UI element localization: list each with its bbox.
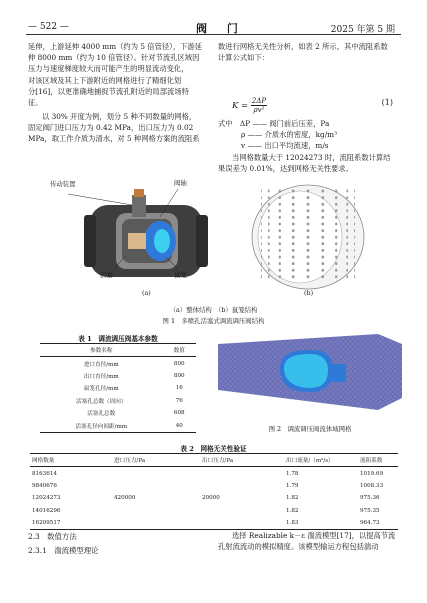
table-cell: 16 — [175, 385, 183, 392]
table-row — [40, 382, 196, 394]
cage-hole — [292, 203, 295, 206]
cage-hole — [335, 203, 337, 206]
cage-hole — [268, 275, 270, 278]
table-cell: 964.73 — [360, 520, 380, 527]
text-line: 分[16]，以更准确地捕捉节流孔附近的局部流场特 — [28, 86, 189, 96]
journal-issue: 2025 年第 5 期 — [330, 25, 395, 35]
cage-hole — [268, 196, 270, 199]
cage-hole — [335, 223, 337, 226]
text-line: 伸 8000 mm（约为 10 倍管径）。针对节流孔区域因 — [28, 53, 200, 63]
cage-hole — [321, 229, 324, 232]
cage-hole — [307, 229, 310, 232]
label-drive: 传动装置 — [50, 180, 76, 188]
cage-hole — [346, 196, 348, 199]
cage-hole — [346, 249, 348, 252]
table-cell: 16209517 — [32, 520, 61, 527]
cage-hole — [279, 223, 281, 226]
formula-definition: 式中 ΔP —— 阀门前后压差，Pa — [218, 119, 330, 128]
cage-hole — [292, 242, 295, 245]
table-cell: 1008.33 — [360, 482, 384, 489]
cage-hole — [261, 242, 262, 245]
figure-1-caption: 图 1 多喷孔活塞式调流调压阀结构 — [162, 317, 265, 325]
cage-hole — [268, 249, 270, 252]
cage-hole — [307, 209, 310, 212]
cage-hole — [307, 249, 310, 252]
cage-hole — [335, 190, 337, 193]
table-cell-outlet: 20000 — [202, 495, 220, 502]
cage-hole — [268, 216, 270, 219]
text-line: 计算公式如下： — [218, 53, 270, 63]
cage-hole — [307, 216, 310, 219]
cage-hole — [292, 216, 295, 219]
table-2-caption: 表 2 网格无关性验证 — [180, 445, 247, 453]
cage-hole — [307, 203, 310, 206]
cage-hole — [292, 229, 295, 232]
cage-hole — [321, 262, 324, 265]
label-cage: 鼠笼 — [174, 271, 187, 279]
cage-hole — [292, 190, 295, 193]
fluid-domain-mesh — [218, 334, 402, 420]
cage-hole — [292, 262, 295, 265]
cage-hole — [335, 209, 337, 212]
table-cell: 8163614 — [32, 470, 57, 477]
cage-hole — [268, 236, 270, 239]
cage-hole — [261, 269, 262, 272]
formula-denominator: ρv² — [253, 106, 265, 114]
table-row — [40, 407, 196, 419]
cage-hole — [321, 249, 324, 252]
cage-hole — [335, 216, 337, 219]
label-piston: 活塞 — [100, 271, 113, 279]
cage-hole — [346, 275, 348, 278]
cage-hole — [261, 236, 262, 239]
cage-hole — [292, 249, 295, 252]
cage-hole — [279, 256, 281, 259]
cage-hole — [279, 262, 281, 265]
cage-hole — [261, 275, 262, 278]
cage-hole — [335, 262, 337, 265]
table-1-caption: 表 1 调流调压阀基本参数 — [78, 335, 158, 343]
text-line: 孔射流流动的模拟精度。该模型输运方程包括湍动 — [218, 542, 379, 552]
table-cell: 9840676 — [32, 482, 57, 489]
cage-hole — [307, 275, 310, 278]
cage-hole — [321, 269, 324, 272]
right-paragraph-1 — [218, 41, 398, 63]
cage-hole — [292, 269, 295, 272]
cage-hole — [335, 256, 337, 259]
cage-hole — [354, 229, 355, 232]
table-cell: 1.79 — [286, 482, 299, 489]
table-header: 进口压力/Pa — [114, 458, 146, 465]
subfigure-a-label: (a) — [142, 289, 151, 297]
cage-hole — [321, 223, 324, 226]
cage-hole — [307, 269, 310, 272]
table-row — [30, 467, 398, 480]
text-line: 选择 Realizable k－ε 湍流模型[17]，以提高节流 — [232, 531, 396, 540]
cage-hole — [354, 249, 355, 252]
subsection-heading: 2.3.1 湍流模型理论 — [28, 546, 99, 555]
table-cell: 1.82 — [286, 507, 299, 514]
table-2 — [30, 453, 398, 530]
cage-hole — [279, 236, 281, 239]
cage-hole — [268, 269, 270, 272]
right-paragraph-2 — [218, 152, 398, 174]
table-cell: 1.78 — [286, 470, 299, 477]
cage-hole — [346, 203, 348, 206]
cage-hole — [292, 256, 295, 259]
text-line: MPa，取工作介质为清水，对 5 种网格方案的流阻系 — [28, 134, 200, 144]
cage-hole — [354, 190, 355, 193]
cage-hole — [346, 216, 348, 219]
cage-hole — [261, 196, 262, 199]
cage-hole — [346, 236, 348, 239]
journal-title: 阀 门 — [196, 22, 246, 35]
table-1 — [40, 343, 196, 433]
section-heading: 2.3 数值方法 — [28, 532, 77, 541]
cage-hole — [307, 236, 310, 239]
cage-hole — [292, 275, 295, 278]
cage-hole — [335, 242, 337, 245]
cage-hole — [307, 223, 310, 226]
table-cell: 活塞孔总数 — [87, 411, 116, 418]
cage-hole — [268, 209, 270, 212]
table-cell: 76 — [175, 397, 183, 404]
cage-hole — [354, 203, 355, 206]
formula-1 — [232, 97, 267, 114]
header-rule — [26, 34, 401, 35]
cage-hole — [354, 269, 355, 272]
table-cell: 出口直径/mm — [83, 373, 119, 380]
table-header: 数值 — [173, 348, 185, 355]
cage-hole — [307, 256, 310, 259]
cage-hole — [279, 203, 281, 206]
cage-hole — [346, 229, 348, 232]
table-cell-inlet: 420000 — [114, 495, 136, 502]
cage-hole — [346, 262, 348, 265]
cage-hole — [261, 190, 262, 193]
subfigure-b-label: (b) — [304, 289, 314, 297]
formula-fraction — [251, 97, 267, 114]
left-paragraph-2 — [28, 111, 208, 145]
cage-hole — [279, 249, 281, 252]
figure-2 — [218, 334, 402, 420]
table-cell: 鼠笼孔径/mm — [83, 386, 119, 393]
cage-hole — [307, 262, 310, 265]
cage-hole — [346, 190, 348, 193]
table-header-row — [30, 454, 398, 467]
cage-hole — [292, 223, 295, 226]
page-number: — 522 — — [28, 22, 69, 32]
text-line: 延伸，上游延伸 4000 mm（约为 5 倍管径），下游延 — [28, 42, 203, 51]
cage-hole — [307, 242, 310, 245]
text-line: 固定阀门进口压力为 0.42 MPa，出口压力为 0.02 — [28, 123, 194, 133]
cage-hole — [354, 242, 355, 245]
table-header-row — [40, 344, 196, 357]
cage-hole — [307, 196, 310, 199]
cage-hole — [261, 216, 262, 219]
text-line: 果误差为 0.01%，达到网格无关性要求。 — [218, 164, 353, 174]
text-line: 对该区域及其上下游附近的网格进行了精细化划 — [28, 75, 182, 85]
cage-hole — [335, 269, 337, 272]
figure-2-caption: 图 2 调流调压阀流体域网格 — [268, 425, 352, 433]
table-cell: 800 — [173, 360, 185, 367]
text-line: 压力与速度梯度较大而可能产生的明显流动变化， — [28, 64, 189, 74]
cage-hole — [354, 236, 355, 239]
table-cell: 975.36 — [360, 495, 380, 502]
figure-1-subcaptions: （a）整体结构 （b）鼠笼结构 — [169, 306, 258, 314]
cage-hole — [335, 275, 337, 278]
cage-hole — [321, 236, 324, 239]
table-cell: 40 — [175, 422, 183, 429]
cage-hole — [335, 229, 337, 232]
cage-hole — [354, 262, 355, 265]
table-header: 流阻系数 — [360, 458, 383, 465]
cage-hole — [321, 203, 324, 206]
cage-hole — [279, 216, 281, 219]
table-row — [40, 370, 196, 382]
table-cell: 14016296 — [32, 507, 61, 514]
table-cell: 1.82 — [286, 495, 299, 502]
table-cell: 12024273 — [32, 495, 61, 502]
cage-hole — [292, 236, 295, 239]
table-cell: 975.35 — [360, 507, 380, 514]
cage-illustration — [252, 185, 364, 289]
table-header: 网格数量 — [32, 458, 55, 465]
formula-number: (1) — [381, 98, 393, 107]
right-paragraph-3 — [218, 530, 398, 552]
table-cell: 活塞孔总数（周向） — [76, 398, 127, 405]
cage-hole — [292, 209, 295, 212]
cage-hole — [321, 256, 324, 259]
cage-hole — [268, 190, 270, 193]
cage-hole — [279, 229, 281, 232]
cage-hole — [268, 229, 270, 232]
cage-hole — [261, 256, 262, 259]
table-cell: 608 — [173, 410, 185, 417]
figure-1-drawing — [28, 177, 400, 302]
cage-hole — [268, 223, 270, 226]
cage-hole — [261, 229, 262, 232]
cage-hole — [346, 209, 348, 212]
cage-hole — [346, 223, 348, 226]
cage-hole — [279, 242, 281, 245]
cage-hole — [335, 249, 337, 252]
table-cell: 1019.69 — [360, 470, 384, 477]
cage-hole — [279, 269, 281, 272]
cage-hole — [321, 209, 324, 212]
text-line: 当网格数量大于 12024273 时，流阻系数计算结 — [232, 153, 391, 162]
cage-hole — [261, 223, 262, 226]
cage-hole — [261, 249, 262, 252]
cage-hole — [321, 196, 324, 199]
figure-1 — [28, 177, 400, 302]
cage-hole — [261, 262, 262, 265]
cage-hole — [354, 223, 355, 226]
cage-hole — [346, 242, 348, 245]
left-paragraph-1 — [28, 41, 208, 108]
formula-numerator: 2ΔP — [251, 97, 267, 105]
cage-hole — [354, 256, 355, 259]
cage-hole — [346, 269, 348, 272]
cage-hole — [354, 209, 355, 212]
cage-hole — [268, 203, 270, 206]
formula-definition: ρ —— 介质水的密度，kg/m³ — [241, 130, 337, 139]
table-cell: 800 — [173, 372, 185, 379]
formula-lhs: K = — [232, 101, 249, 111]
cage-hole — [268, 262, 270, 265]
cage-hole — [279, 196, 281, 199]
table-cell: 1.83 — [286, 520, 299, 527]
text-line: 以 30% 开度为例，划分 5 种不同数量的网格， — [42, 112, 197, 121]
cage-hole — [346, 256, 348, 259]
label-stem: 阀轴 — [174, 179, 187, 187]
cage-hole — [268, 256, 270, 259]
cage-hole — [268, 242, 270, 245]
table-header: 出口流量/（m³/s） — [286, 458, 334, 465]
valve-body-illustration — [68, 189, 208, 277]
text-line: 征。 — [28, 98, 43, 108]
table-cell: 进口直径/mm — [83, 361, 119, 368]
cage-hole — [279, 190, 281, 193]
text-line: 数进行网格无关性分析，如表 2 所示，其中流阻系数 — [218, 42, 388, 51]
cage-hole — [261, 203, 262, 206]
cage-hole — [354, 275, 355, 278]
table-row — [40, 395, 196, 407]
cage-hole — [292, 196, 295, 199]
cage-hole — [354, 216, 355, 219]
cage-hole — [321, 275, 324, 278]
table-cell: 活塞孔径向间距/mm — [75, 423, 128, 430]
cage-hole — [279, 275, 281, 278]
cage-hole — [321, 216, 324, 219]
cage-hole — [335, 196, 337, 199]
cage-hole — [307, 190, 310, 193]
table-row — [40, 419, 196, 432]
formula-definition: v —— 出口平均流速，m/s — [241, 141, 329, 150]
table-header: 出口压力/Pa — [202, 458, 234, 465]
table-header: 参数名称 — [90, 348, 113, 355]
cage-hole — [321, 190, 324, 193]
table-row — [40, 357, 196, 370]
cage-hole — [279, 209, 281, 212]
cage-hole — [335, 236, 337, 239]
cage-hole — [354, 196, 355, 199]
cage-hole — [261, 209, 262, 212]
cage-hole — [321, 242, 324, 245]
